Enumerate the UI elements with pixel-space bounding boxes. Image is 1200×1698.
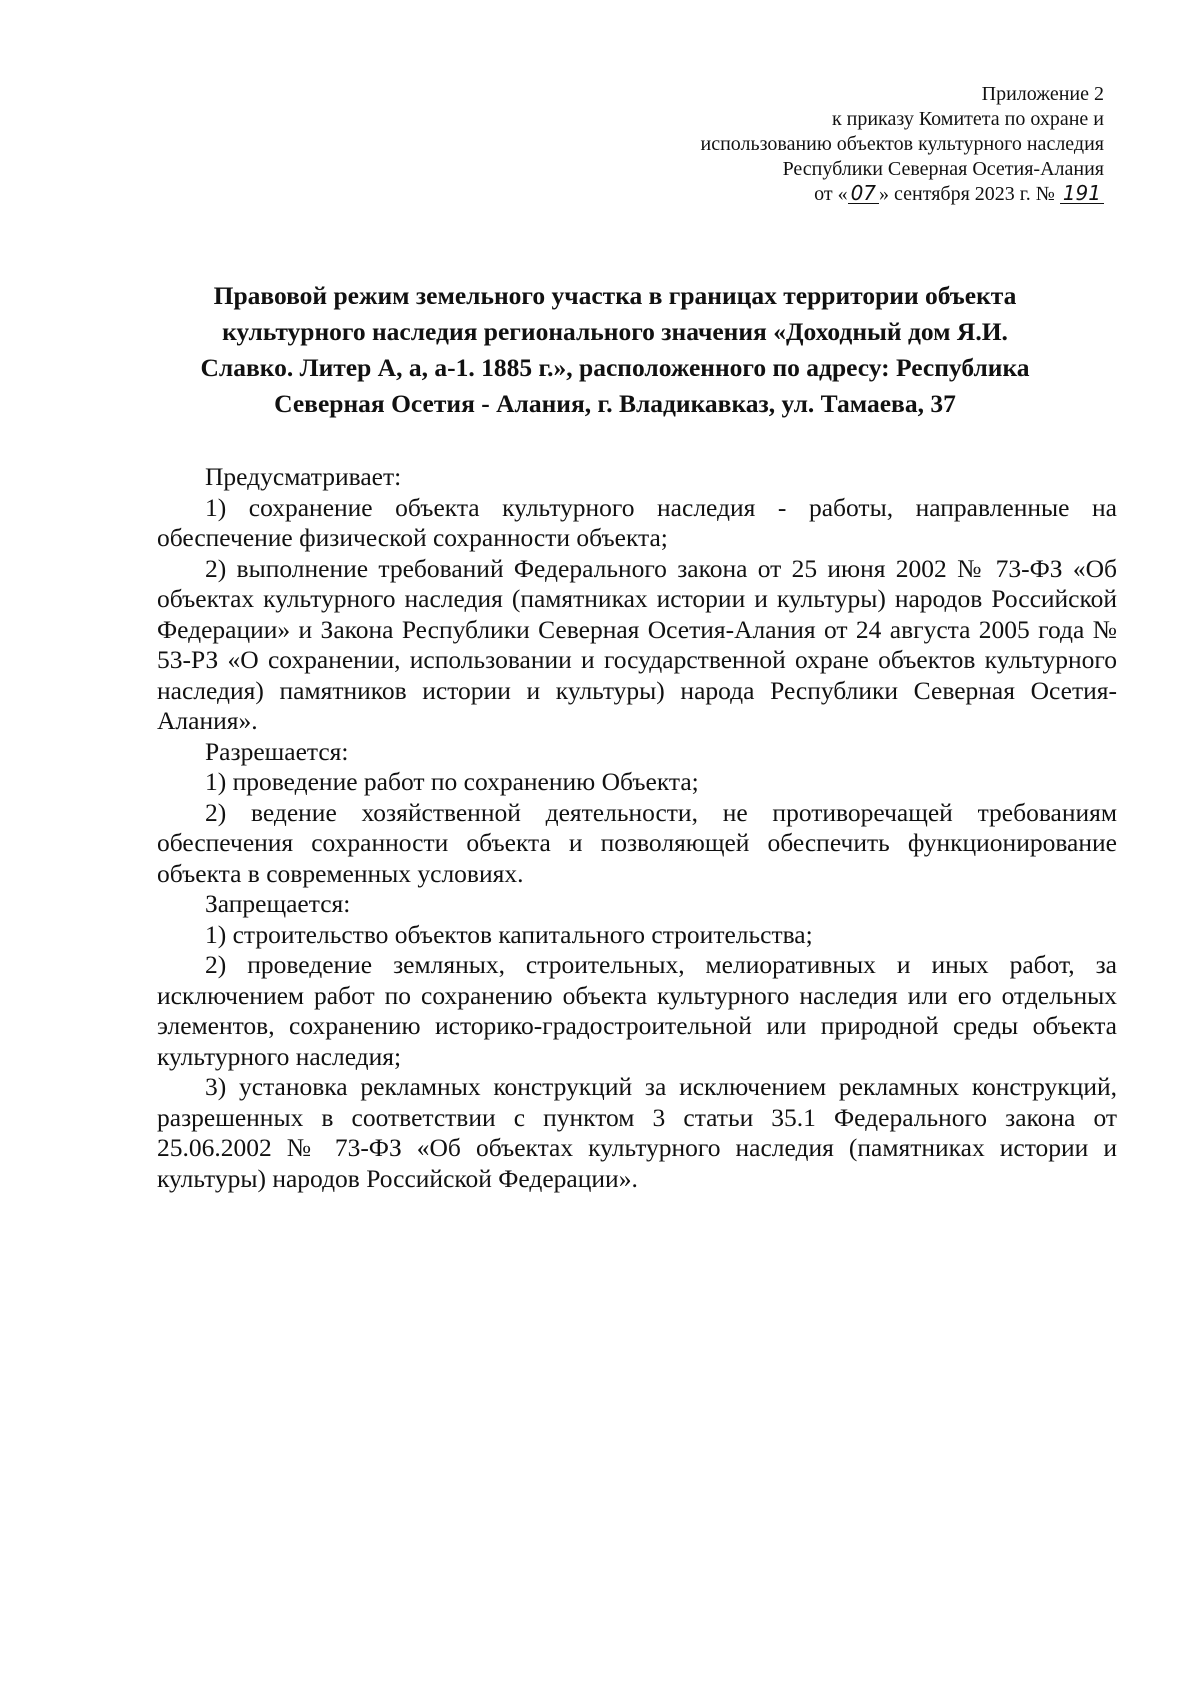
appendix-date-line <box>544 182 1104 207</box>
appendix-line-2: использованию объектов культурного наследия <box>700 133 1104 155</box>
forbidden-heading: Запрещается: <box>205 889 351 918</box>
title-line-4: Северная Осетия - Алания, г. Владикавказ, ул. Тамаева, 37 <box>274 389 956 418</box>
provides-item-1: 1) сохранение объекта культурного наследия - работы, направленные на обеспечение физической сохранности объекта; <box>157 492 1117 552</box>
handwritten-order-number: 191 <box>1060 183 1104 204</box>
title-line-2: культурного наследия регионального значения «Доходный дом Я.И. <box>222 317 1008 346</box>
date-prefix: от « <box>814 183 848 205</box>
forbidden-item-1: 1) строительство объектов капитального строительства; <box>205 919 813 949</box>
title-line-3: Славко. Литер А, а, а-1. 1885 г.», расположенного по адресу: Республика <box>200 353 1030 382</box>
appendix-line-3: Республики Северная Осетия-Алания <box>782 158 1104 180</box>
document-title <box>150 278 1080 422</box>
document-body <box>157 462 1117 1194</box>
forbidden-item-3: 3) установка рекламных конструкций за исключением рекламных конструкций, разрешенных в соответствии с пунктом 3 статьи 35.1 Федерального закона от 25.06.2002 № 73-ФЗ «Об объектах культурного наследия (памятниках истории и культуры) народов Российской Федерации». <box>157 1072 1117 1193</box>
title-line-1: Правовой режим земельного участка в границах территории объекта <box>213 281 1017 310</box>
handwritten-day: 07 <box>848 183 879 204</box>
allowed-item-1: 1) проведение работ по сохранению Объекта; <box>205 767 699 796</box>
allowed-item-2: 2) ведение хозяйственной деятельности, не противоречащей требованиям обеспечения сохранности объекта и позволяющей обеспечить функционирование объекта в современных условиях. <box>157 797 1117 888</box>
allowed-heading: Разрешается: <box>205 736 349 766</box>
appendix-line-1: к приказу Комитета по охране и <box>831 108 1104 130</box>
forbidden-item-2: 2) проведение земляных, строительных, мелиоративных и иных работ, за исключением работ по сохранению объекта культурного наследия или его отдельных элементов, сохранению историко-градостроительной или природной среды объекта культурного наследия; <box>157 950 1117 1071</box>
provides-heading: Предусматривает: <box>205 462 402 491</box>
appendix-header <box>544 82 1104 207</box>
appendix-label: Приложение 2 <box>981 83 1104 105</box>
provides-item-2: 2) выполнение требований Федерального закона от 25 июня 2002 № 73-ФЗ «Об объектах культурного наследия (памятниках истории и культуры) народов Российской Федерации» и Закона Республики Северная Осетия-Алания от 24 августа 2005 года № 53-РЗ «О сохранении, использовании и государственной охране объектов культурного наследия) памятников истории и культуры) народа Республики Северная Осетия-Алания». <box>157 553 1117 735</box>
date-suffix: » сентября 2023 г. № <box>879 183 1055 205</box>
